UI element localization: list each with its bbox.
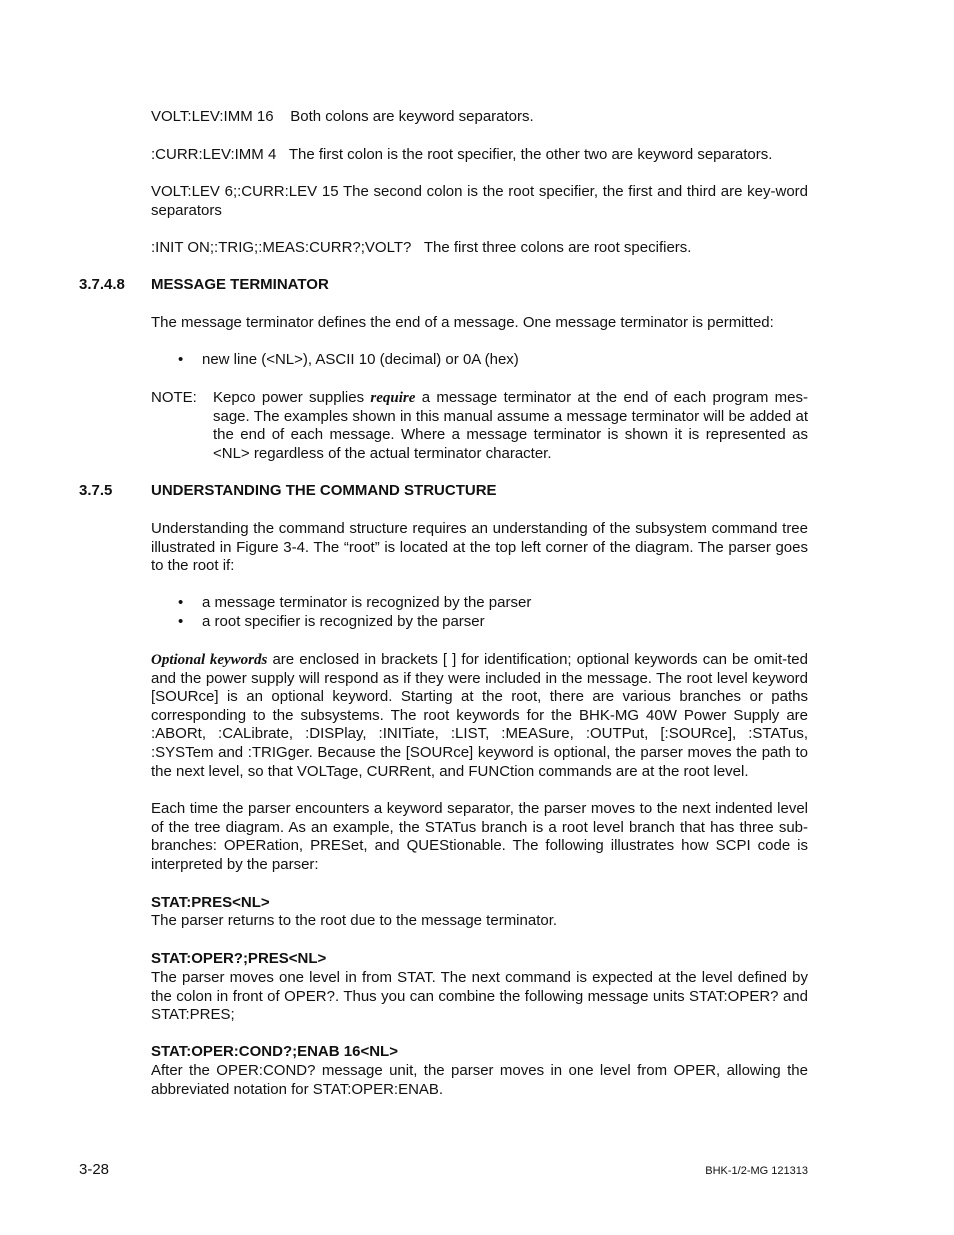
example-3-description: The second colon is the root specifier, the first and third are key-word separators bbox=[151, 183, 808, 219]
terminator-intro: The message terminator defines the end of a message. One message terminator is permitted: bbox=[151, 314, 774, 331]
note-emphasis: require bbox=[370, 390, 416, 406]
paragraph-2-text: are enclosed in brackets [ ] for identification; optional keywords can be omit-ted and the power supply will respond as if they were included in the message. The root level keyword [SOURce] is an optional keyword. Starting at the root, there are various branches or paths corresponding to the subsystems. The root keywords for the BHK-MG 40W Power Supply are :ABORt, :CALibrate, :DISPlay, :INITiate, :LIST, :MEASure, :OUTPut, [:SOURce], :STATus, :SYSTem and :TRIGger. Because the [SOURce] keyword is optional, the parser moves the path to the next level, so that VOLTage, CURRent, and FUNCtion commands are at the root level. bbox=[151, 651, 808, 780]
structure-paragraph-3: Each time the parser encounters a keyword separator, the parser moves to the next indented level of the tree diagram. As an example, the STATus branch is a root level branch that has three sub-branches: OPERation, PRESet, and QUEStionable. The following illustrates how SCPI code is interpreted by the parser: bbox=[151, 800, 808, 873]
example-2 bbox=[151, 146, 808, 165]
example-4-command: :INIT ON;:TRIG;:MEAS:CURR?;VOLT? bbox=[151, 239, 412, 256]
code-example-heading-2: STAT:OPER?;PRES<NL> bbox=[151, 950, 327, 967]
code-example-heading-3: STAT:OPER:COND?;ENAB 16<NL> bbox=[151, 1043, 398, 1060]
section-title: UNDERSTANDING THE COMMAND STRUCTURE bbox=[151, 482, 497, 499]
section-number: 3.7.4.8 bbox=[79, 276, 125, 293]
note-text-pre: Kepco power supplies bbox=[213, 389, 371, 406]
document-id: BHK-1/2-MG 121313 bbox=[705, 1165, 808, 1177]
page-number: 3-28 bbox=[79, 1161, 110, 1178]
note-body bbox=[213, 389, 808, 463]
root-conditions-list bbox=[178, 594, 531, 631]
structure-paragraph-2 bbox=[151, 651, 808, 781]
code-example-text-3: After the OPER:COND? message unit, the parser moves in one level from OPER, allowing the abbreviated notation for STAT:OPER:ENAB. bbox=[151, 1062, 808, 1098]
example-3 bbox=[151, 183, 808, 220]
example-4-description: The first three colons are root specifiers. bbox=[423, 239, 692, 256]
section-heading-375 bbox=[79, 482, 497, 501]
terminator-bullet-list bbox=[178, 351, 519, 370]
example-1-description: Both colons are keyword separators. bbox=[290, 108, 534, 125]
list-item: • a root specifier is recognized by the parser bbox=[178, 613, 531, 632]
section-number: 3.7.5 bbox=[79, 482, 113, 499]
example-2-command: :CURR:LEV:IMM 4 bbox=[151, 146, 277, 163]
optional-keywords-emphasis: Optional keywords bbox=[151, 652, 268, 668]
example-4 bbox=[151, 239, 808, 258]
example-1-command: VOLT:LEV:IMM 16 bbox=[151, 108, 274, 125]
example-3-command: VOLT:LEV 6;:CURR:LEV 15 bbox=[151, 183, 339, 200]
section-title: MESSAGE TERMINATOR bbox=[151, 276, 329, 293]
structure-paragraph-1: Understanding the command structure requires an understanding of the subsystem command tree illustrated in Figure 3-4. The “root” is located at the top left corner of the diagram. The parser goes to the root if: bbox=[151, 520, 808, 575]
code-example-text-2: The parser moves one level in from STAT. The next command is expected at the level defined by the colon in front of OPER?. Thus you can combine the following message units STAT:OPER? and STAT:PRES; bbox=[151, 969, 808, 1024]
section-heading-3748 bbox=[79, 276, 329, 295]
code-example-heading-1: STAT:PRES<NL> bbox=[151, 894, 270, 911]
list-item: • a message terminator is recognized by the parser bbox=[178, 594, 531, 613]
list-item: • new line (<NL>), ASCII 10 (decimal) or 0A (hex) bbox=[178, 351, 519, 370]
note-text-post: a message terminator at the end of each program mes-sage. The examples shown in this manual assume a message terminator will be added at the end of each message. Where a message terminator is shown it is represented as <NL> regardless of the actual terminator character. bbox=[213, 389, 808, 462]
example-1 bbox=[151, 108, 808, 127]
code-example-text-1: The parser returns to the root due to the message terminator. bbox=[151, 912, 558, 929]
note-label: NOTE: bbox=[151, 389, 197, 406]
example-2-description: The first colon is the root specifier, the other two are keyword separators. bbox=[288, 146, 773, 163]
